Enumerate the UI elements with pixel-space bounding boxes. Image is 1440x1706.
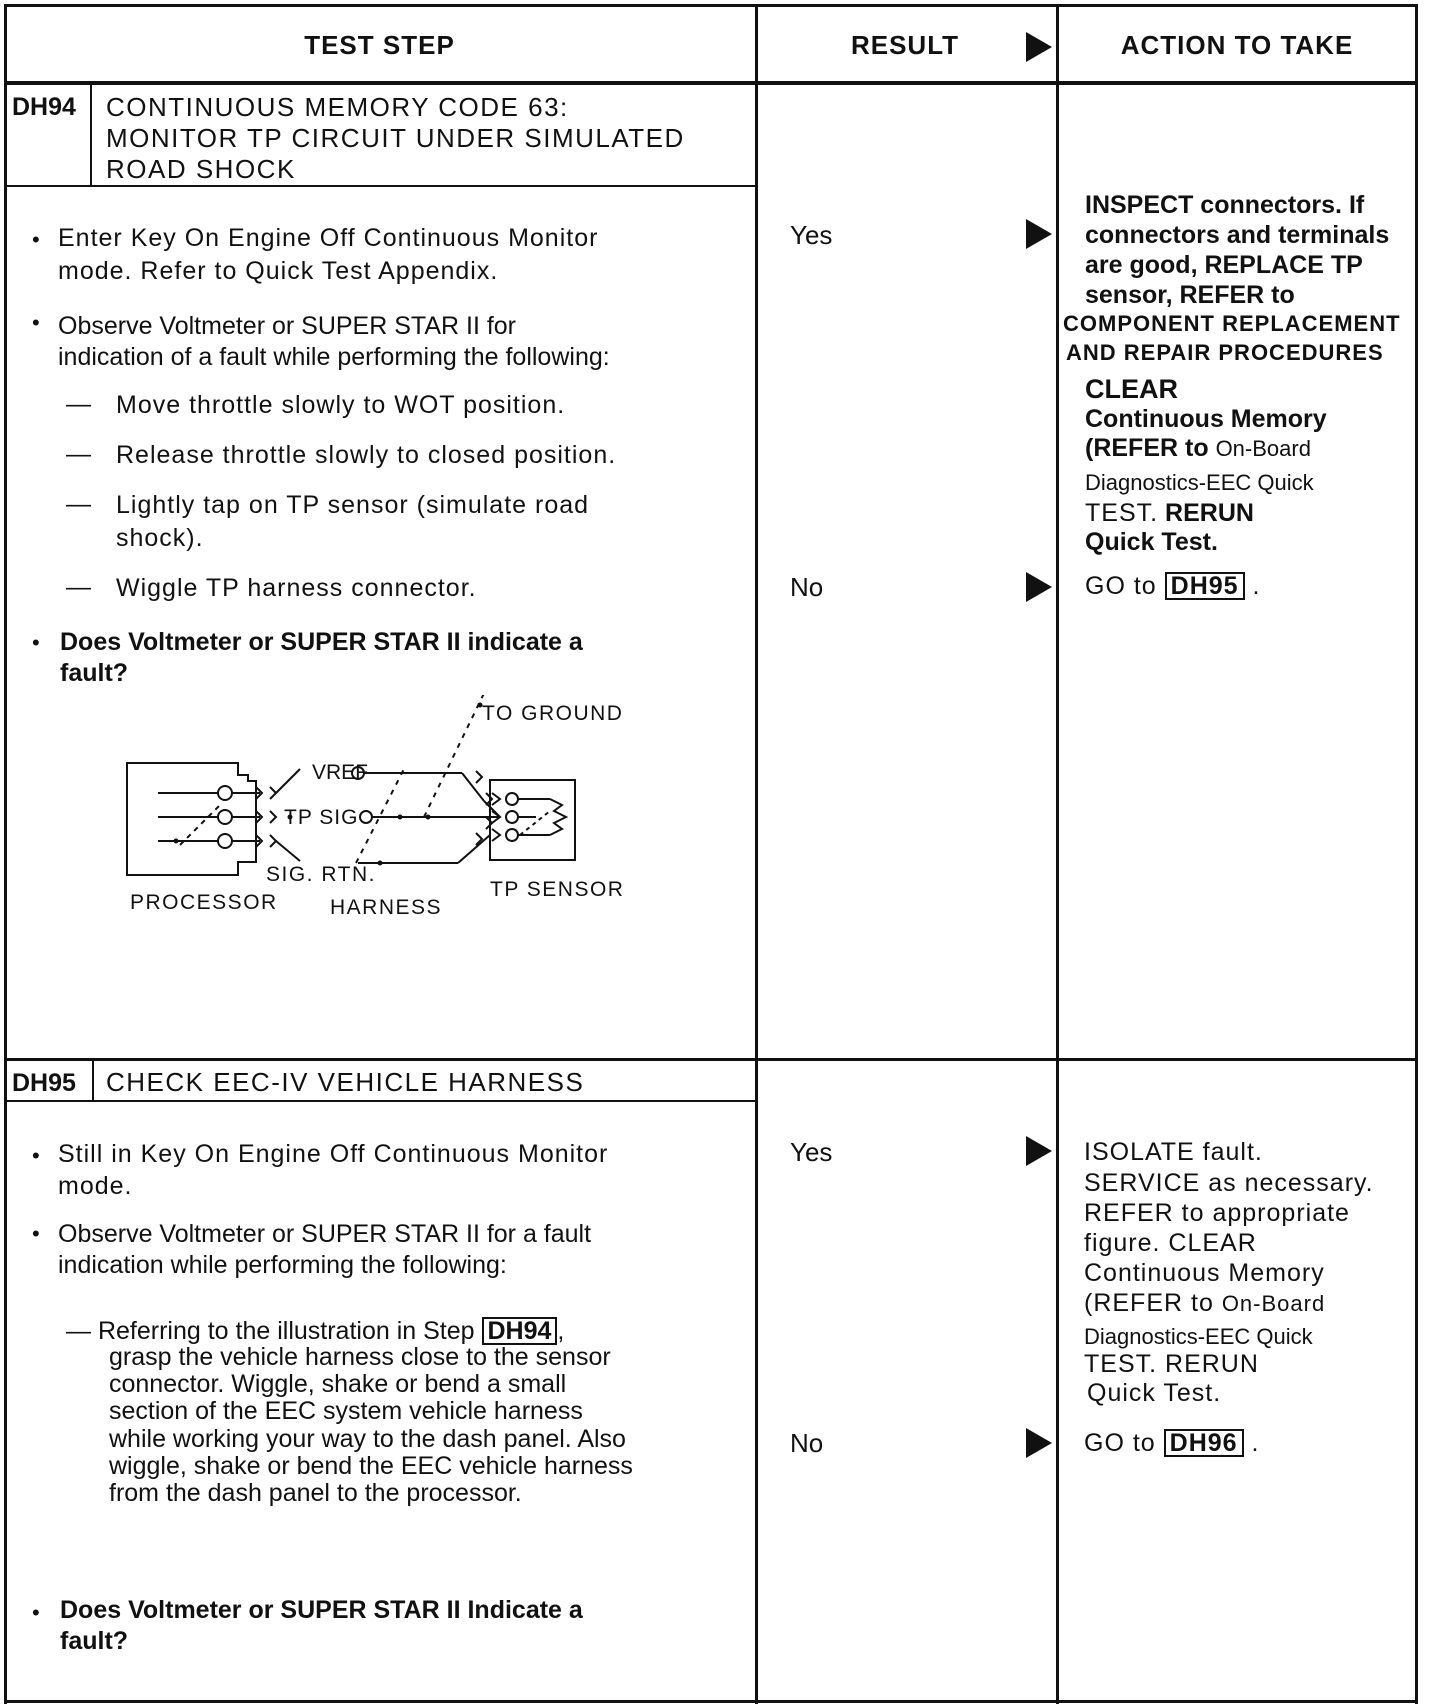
dh94-yes-action-line-11a: TEST. [1085, 499, 1159, 527]
dh95-question-line-1: Does Voltmeter or SUPER STAR II Indicate a [60, 1596, 583, 1624]
dh95-title-bottom [4, 1100, 757, 1102]
header-result: RESULT [850, 30, 960, 60]
dh94-yes-action-line-6: AND REPAIR PROCEDURES [1066, 340, 1384, 365]
dh95-yes-action-line-5: Continuous Memory [1084, 1259, 1325, 1287]
header-arrow-icon [1026, 32, 1052, 62]
column-divider-1 [755, 4, 758, 1704]
dh95-yes-action-line-6b: On-Board [1221, 1291, 1326, 1316]
dh94-yes-action-line-11b: RERUN [1165, 499, 1254, 527]
diagram-vref-label: VREF [312, 761, 369, 784]
diagram-to-ground-label: TO GROUND [482, 702, 624, 725]
dh94-step-link[interactable]: DH94 [482, 1317, 558, 1345]
dh94-dash-3-icon: — [66, 490, 91, 518]
dh94-no-action [1085, 571, 1260, 601]
dh94-title-line-1: CONTINUOUS MEMORY CODE 63: [106, 92, 569, 122]
dh94-yes-action-line-11 [1085, 498, 1254, 528]
table-top-border [4, 4, 1418, 7]
header-action: ACTION TO TAKE [1120, 30, 1354, 60]
table-bottom-border [4, 1700, 1418, 1703]
dh95-code: DH95 [12, 1069, 76, 1097]
dh94-yes-action-line-7: CLEAR [1085, 374, 1178, 404]
dh95-dash-1-line-6: wiggle, shake or bend the EEC vehicle harness [109, 1452, 633, 1480]
dh95-dash-1-icon: — [66, 1317, 91, 1345]
dh94-dash-4: Wiggle TP harness connector. [116, 574, 477, 602]
dh94-yes-action-line-12: Quick Test. [1085, 528, 1218, 556]
dh94-question-line-2: fault? [60, 659, 129, 687]
diagram-processor-label: PROCESSOR [130, 891, 278, 914]
dh94-bullet-1-line-2: mode. Refer to Quick Test Appendix. [58, 257, 499, 285]
dh95-yes-action-line-6 [1084, 1288, 1325, 1319]
dh95-step-link[interactable]: DH95 [1165, 572, 1245, 600]
dh94-title-line-2: MONITOR TP CIRCUIT UNDER SIMULATED [106, 123, 685, 153]
dh95-yes-arrow-icon [1026, 1136, 1052, 1166]
dh95-code-divider [92, 1060, 94, 1100]
dh94-dash-2: Release throttle slowly to closed position. [116, 441, 617, 469]
dh95-bullet-2-line-2: indication while performing the following: [58, 1251, 507, 1279]
dh94-code: DH94 [12, 93, 76, 121]
dh94-bullet-2-line-1: Observe Voltmeter or SUPER STAR II for [58, 312, 517, 340]
dh95-yes-action-line-3: REFER to appropriate [1084, 1199, 1350, 1227]
step-divider [4, 1058, 1418, 1061]
dh94-result-no: No [790, 572, 824, 602]
dh95-question-icon: • [32, 1600, 40, 1625]
dh95-no-action [1084, 1428, 1259, 1458]
dh95-dash-1-pre: Referring to the illustration in Step [97, 1317, 475, 1345]
dh95-result-no: No [790, 1428, 824, 1458]
dh95-yes-action-line-7: Diagnostics-EEC Quick [1084, 1324, 1313, 1349]
dh95-dash-1-line-2: grasp the vehicle harness close to the sensor [109, 1343, 611, 1371]
dh95-dash-1-post: , [557, 1317, 565, 1345]
diagram-tp-sensor-label: TP SENSOR [490, 878, 625, 901]
dh95-dash-1-line-7: from the dash panel to the processor. [109, 1479, 522, 1507]
dh94-yes-action-line-10: Diagnostics-EEC Quick [1085, 470, 1314, 495]
dh95-yes-action-line-2: SERVICE as necessary. [1084, 1169, 1374, 1197]
dh95-bullet-2-icon: • [32, 1221, 40, 1246]
dh95-title: CHECK EEC-IV VEHICLE HARNESS [106, 1067, 585, 1097]
dh95-dash-1-line-3: connector. Wiggle, shake or bend a small [109, 1370, 567, 1398]
dh95-result-yes: Yes [790, 1137, 833, 1167]
dh94-title-bottom [4, 185, 757, 187]
dh94-yes-action-line-9 [1085, 433, 1311, 464]
dh94-yes-action-line-2: connectors and terminals [1085, 221, 1390, 249]
dh94-yes-action-line-4: sensor, REFER to [1085, 281, 1295, 309]
table-right-border [1415, 4, 1418, 1704]
dh94-bullet-2-icon: • [32, 310, 40, 335]
dh95-bullet-1-line-2: mode. [58, 1172, 133, 1200]
dh94-code-divider [90, 84, 92, 186]
dh95-yes-action-line-4: figure. CLEAR [1084, 1229, 1257, 1257]
dh94-no-action-go: GO to [1085, 572, 1157, 600]
dh94-yes-arrow-icon [1026, 219, 1052, 249]
dh95-no-action-end: . [1251, 1429, 1260, 1457]
header-test-step: TEST STEP [304, 30, 455, 60]
column-divider-2 [1056, 4, 1059, 1704]
dh94-question-icon: • [32, 630, 40, 655]
dh95-bullet-1-line-1: Still in Key On Engine Off Continuous Monitor [58, 1140, 609, 1168]
dh94-dash-2-icon: — [66, 440, 91, 468]
dh95-no-action-go: GO to [1084, 1429, 1156, 1457]
dh94-result-yes: Yes [790, 220, 833, 250]
dh95-no-arrow-icon [1026, 1428, 1052, 1458]
diagram-tp-sig-label: TP SIG [284, 806, 359, 829]
dh94-bullet-1-icon: • [32, 227, 40, 252]
dh94-dash-3-line-2: shock). [116, 524, 204, 552]
diagram-sig-rtn-label: SIG. RTN. [266, 863, 376, 886]
dh94-dash-1-icon: — [66, 390, 91, 418]
dh96-step-link[interactable]: DH96 [1164, 1429, 1244, 1457]
dh95-question-line-2: fault? [60, 1627, 129, 1655]
diagram-harness-label: HARNESS [330, 896, 443, 919]
tp-circuit-diagram [110, 695, 650, 925]
dh95-dash-1-line-5: while working your way to the dash panel. Also [109, 1425, 626, 1453]
dh94-yes-action-line-1: INSPECT connectors. If [1085, 191, 1365, 219]
dh94-yes-action-line-9b: On-Board [1215, 436, 1311, 461]
dh94-yes-action-line-8: Continuous Memory [1085, 405, 1327, 433]
dh95-bullet-1-icon: • [32, 1143, 40, 1168]
dh94-dash-4-icon: — [66, 573, 91, 601]
dh95-yes-action-line-1: ISOLATE fault. [1084, 1138, 1263, 1166]
dh95-yes-action-line-9: Quick Test. [1087, 1379, 1222, 1407]
dh94-bullet-1-line-1: Enter Key On Engine Off Continuous Monitor [58, 224, 599, 252]
dh95-yes-action-line-8: TEST. RERUN [1084, 1350, 1259, 1378]
dh94-bullet-2-line-2: indication of a fault while performing the following: [58, 343, 610, 371]
header-divider [4, 81, 1418, 85]
dh95-dash-1-line-4: section of the EEC system vehicle harness [109, 1397, 583, 1425]
dh94-title-line-3: ROAD SHOCK [106, 154, 296, 184]
dh94-yes-action-line-9a: (REFER to [1085, 434, 1209, 462]
dh94-no-action-end: . [1252, 572, 1261, 600]
table-left-border [4, 4, 7, 1704]
dh94-dash-3-line-1: Lightly tap on TP sensor (simulate road [116, 491, 590, 519]
dh94-yes-action-line-5: COMPONENT REPLACEMENT [1063, 311, 1401, 336]
dh94-dash-1: Move throttle slowly to WOT position. [116, 391, 566, 419]
dh94-no-arrow-icon [1026, 572, 1052, 602]
dh94-question-line-1: Does Voltmeter or SUPER STAR II indicate a [60, 628, 583, 656]
dh94-yes-action-line-3: are good, REPLACE TP [1085, 251, 1363, 279]
dh95-bullet-2-line-1: Observe Voltmeter or SUPER STAR II for a fault [58, 1220, 592, 1248]
dh95-yes-action-line-6a: (REFER to [1084, 1289, 1214, 1317]
